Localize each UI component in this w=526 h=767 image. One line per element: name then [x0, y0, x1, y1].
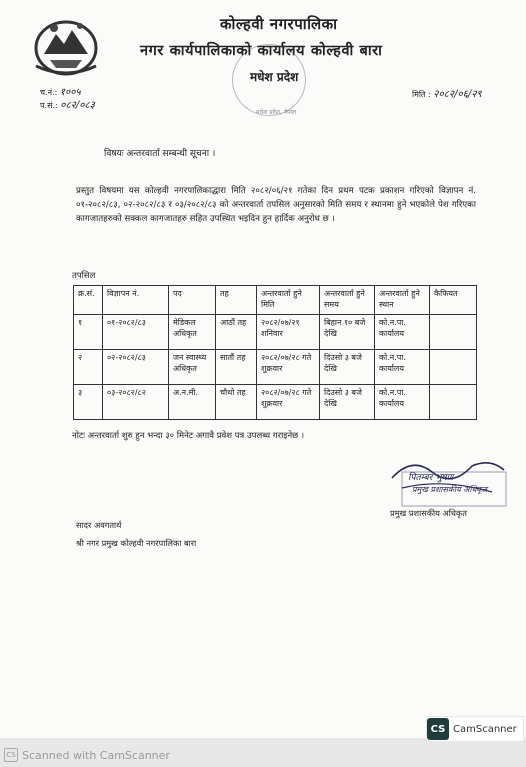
cell-remarks — [430, 315, 477, 350]
cell-interview-venue: को.न.पा. कार्यालय — [375, 350, 430, 385]
letter-number — [40, 99, 95, 112]
cell-interview-date: २०८२/०७/२८ गते शुक्रवार — [257, 350, 320, 385]
office-name: कोल्हवी नगरपालिका — [220, 15, 338, 33]
col-remarks: कैफियत — [430, 286, 477, 315]
notice-body: प्रस्तुत विषयमा यस कोल्हवी नगरपालिकाद्धारा मिति २०८२/०६/२१ गतेका दिन प्रथम पटक प्रकाशन गरिएको विज्ञापन नं. ०१-२०८२/८३, ०२-२०८२/८३ र ०३/२०८२/८३ को अन्तरवार्ता तपसिल अनुसारको मिति समय र स्थानमा हुने भएकोले पेश गरिएका कागजातहरुको सक्कल कागजातहरु सहित उपस्थित भइदिन हुन हार्दिक अनुरोध छ । — [76, 186, 476, 225]
table-row — [74, 350, 477, 385]
col-interview-date: अन्तरवार्ता हुने मिति — [257, 286, 320, 315]
camscanner-logo-icon: CS — [427, 718, 449, 740]
cell-position: जन स्वास्थ्य अधिकृत — [169, 350, 216, 385]
cell-serial: ३ — [74, 385, 103, 420]
camscanner-mini-icon: CS — [4, 748, 18, 762]
dispatch-number — [40, 86, 95, 99]
subject-line: विषयः अन्तरवार्ता सम्बन्धी सूचना । — [104, 149, 216, 159]
signatory-title: प्रमुख प्रशासकीय अधिकृत — [390, 508, 467, 518]
col-position: पद — [169, 286, 216, 315]
cell-interview-date: २०८२/०७/२१ शनिवार — [257, 315, 320, 350]
cell-serial: २ — [74, 350, 103, 385]
date-value: २०८२/०६/२९ — [433, 89, 482, 100]
office-stamp-text: मधेश प्रदेश, नेपाल — [256, 109, 297, 116]
cell-interview-time: दिउसो ३ बजे देखि — [320, 385, 375, 420]
col-interview-venue: अन्तरवार्ता हुने स्थान — [375, 286, 430, 315]
nepal-emblem-logo — [30, 14, 102, 78]
table-header-row — [74, 286, 477, 315]
cell-level: आठौं तह — [216, 315, 257, 350]
dispatch-number-value: १००५ — [59, 87, 81, 98]
cell-interview-date: २०८२/०७/२८ गते शुक्रवार — [257, 385, 320, 420]
office-stamp — [232, 44, 306, 116]
cell-interview-time: दिउसो ३ बजे देखि — [320, 350, 375, 385]
col-level: तह — [216, 286, 257, 315]
dispatch-number-label: च.नं.: — [40, 88, 58, 97]
cell-interview-venue: को.न.पा. कार्यालय — [375, 315, 430, 350]
cell-advert-no: ०३-२०८२/८२ — [103, 385, 169, 420]
letter-number-value: ०८२/०८३ — [60, 100, 95, 111]
col-interview-time: अन्तरवार्ता हुने समय — [320, 286, 375, 315]
cell-advert-no: ०२-२०८२/८३ — [103, 350, 169, 385]
details-heading: तपसिल — [72, 271, 96, 281]
letter-date — [412, 86, 482, 100]
province-name: मधेश प्रदेश — [250, 70, 299, 84]
signatory-name: पितम्बर भुषण — [408, 473, 454, 483]
interview-schedule-table — [73, 285, 477, 420]
camscanner-badge — [426, 716, 524, 742]
cell-interview-time: बिहान १० बजे देखि — [320, 315, 375, 350]
date-label: मिति : — [412, 90, 431, 99]
cc-label: सादर अवगतार्थ — [76, 520, 122, 530]
scan-watermark-text: Scanned with CamScanner — [22, 748, 170, 762]
cell-advert-no: ०१-२०८२/८३ — [103, 315, 169, 350]
admit-card-note: नोटः अन्तरवार्ता शुरु हुन भन्दा ३० मिनेट अगावै प्रवेश पत्र उपलब्ध गराइनेछ । — [72, 431, 305, 441]
cell-remarks — [430, 350, 477, 385]
camscanner-badge-label: CamScanner — [453, 723, 517, 735]
letter-number-label: प.सं.: — [40, 101, 58, 110]
scan-watermark — [4, 748, 170, 762]
cell-position: मेडिकल अधिकृत — [169, 315, 216, 350]
office-title: नगर कार्यपालिकाको कार्यालय कोल्हवी बारा — [140, 43, 383, 59]
cell-level: चौथो तह — [216, 385, 257, 420]
col-advert-no: विज्ञापन नं. — [103, 286, 169, 315]
signatory-stamp-title: प्रमुख प्रशासकीय अधिकृत — [412, 485, 488, 494]
cc-recipient: श्री नगर प्रमुख कोल्हवी नगरपालिका बारा — [76, 538, 197, 548]
table-row — [74, 385, 477, 420]
cell-serial: १ — [74, 315, 103, 350]
cell-interview-venue: को.न.पा. कार्यालय — [375, 385, 430, 420]
table-row — [74, 315, 477, 350]
reference-numbers — [40, 86, 95, 112]
col-serial: क्र.सं. — [74, 286, 103, 315]
cell-level: सातौं तह — [216, 350, 257, 385]
cell-position: अ.न.मी. — [169, 385, 216, 420]
cell-remarks — [430, 385, 477, 420]
